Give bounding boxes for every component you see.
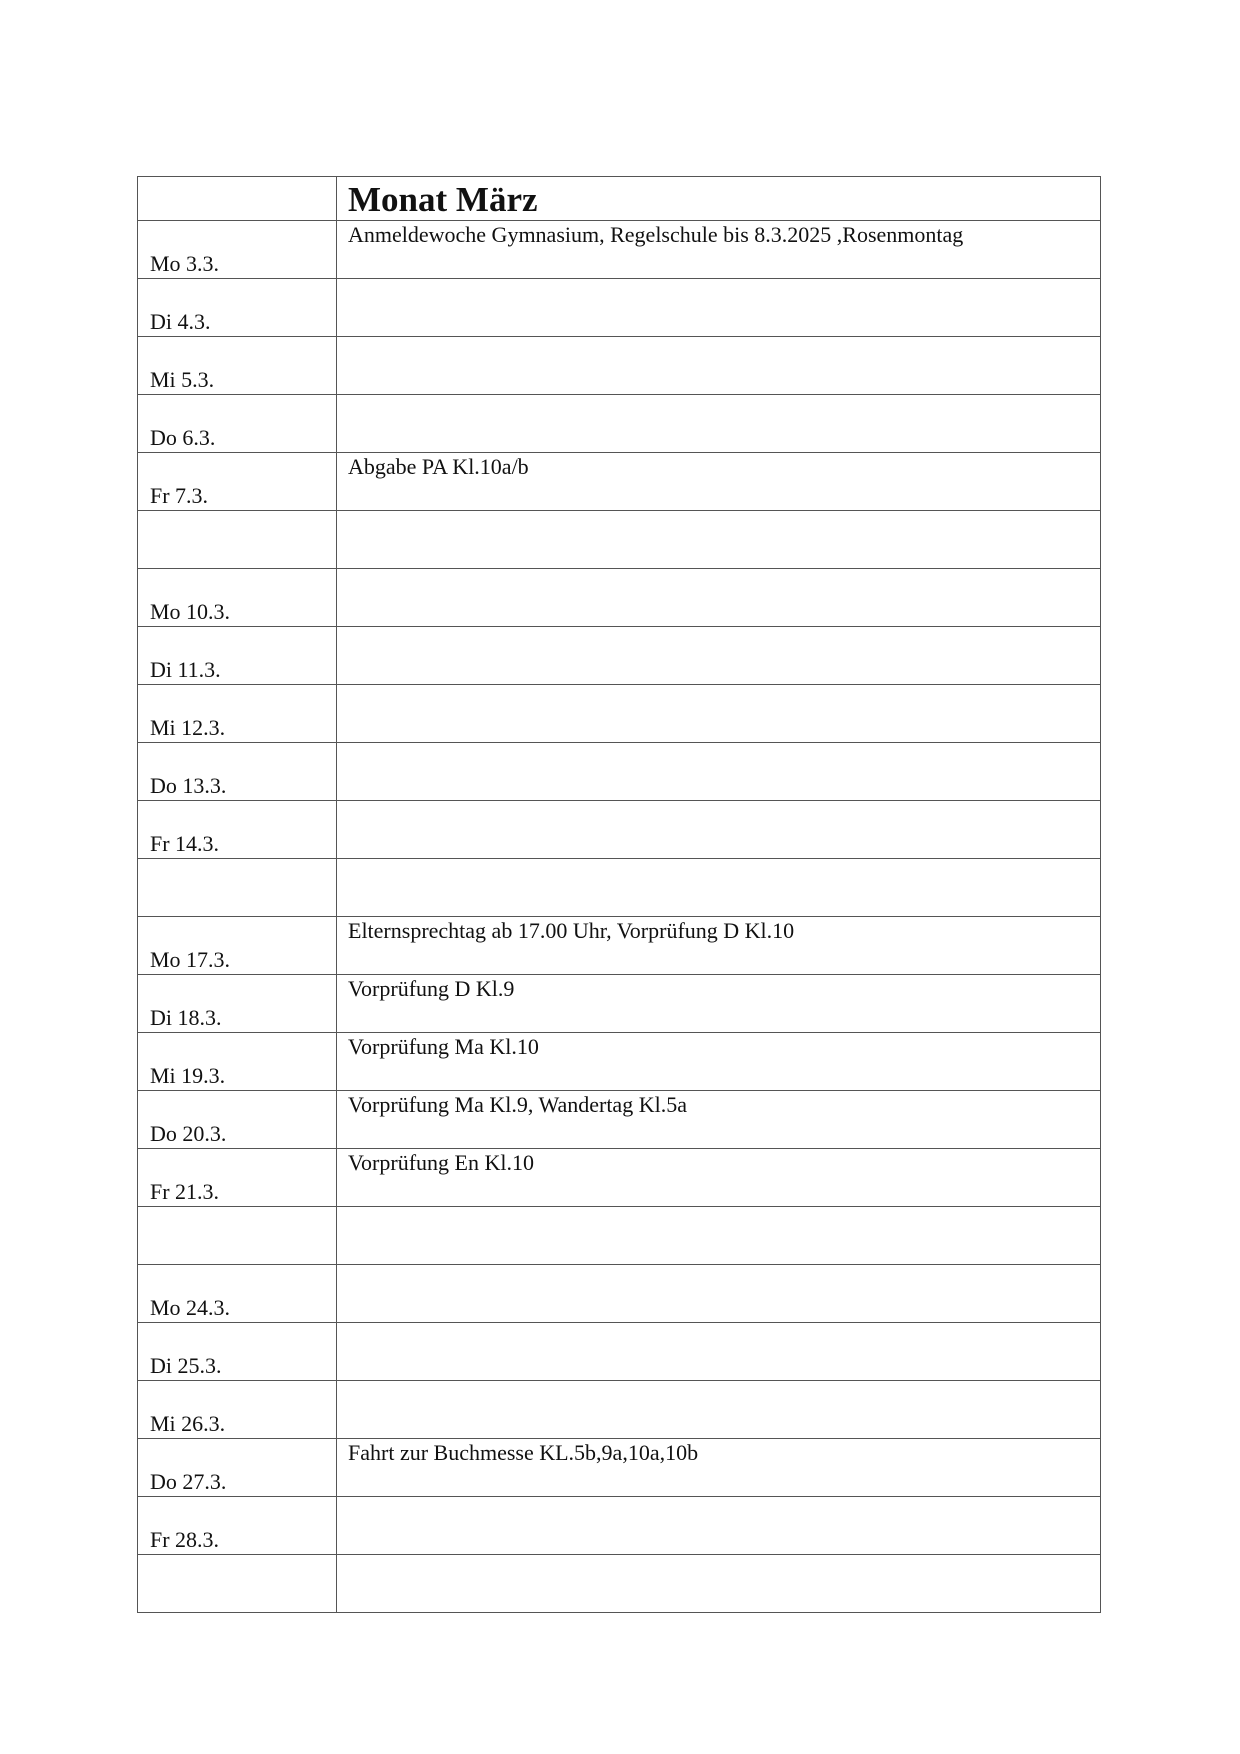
- date-label: Mo 17.3.: [150, 947, 231, 972]
- table-row: [138, 975, 1101, 1033]
- table-row: [138, 395, 1101, 453]
- date-cell: [138, 511, 337, 569]
- table-row: [138, 743, 1101, 801]
- table-row: [138, 221, 1101, 279]
- date-label: Do 27.3.: [150, 1469, 227, 1494]
- calendar-table: [137, 176, 1101, 1613]
- date-cell: [138, 1265, 337, 1323]
- date-cell: [138, 1497, 337, 1555]
- event-text: Anmeldewoche Gymnasium, Regelschule bis 8.3.2025 ,Rosenmontag: [348, 222, 964, 247]
- calendar-body: [138, 177, 1101, 1613]
- date-label: Do 6.3.: [150, 425, 216, 450]
- event-cell: [337, 395, 1101, 453]
- table-row: [138, 1265, 1101, 1323]
- table-row: [138, 859, 1101, 917]
- date-cell: [138, 279, 337, 337]
- date-label: Di 18.3.: [150, 1005, 222, 1030]
- date-cell: [138, 1555, 337, 1613]
- event-text: Vorprüfung Ma Kl.9, Wandertag Kl.5a: [348, 1092, 687, 1117]
- event-cell: [337, 917, 1101, 975]
- event-text: Fahrt zur Buchmesse KL.5b,9a,10a,10b: [348, 1440, 699, 1465]
- date-cell: [138, 1091, 337, 1149]
- event-text: Elternsprechtag ab 17.00 Uhr, Vorprüfung D Kl.10: [348, 918, 795, 943]
- date-label: Mi 12.3.: [150, 715, 226, 740]
- date-cell: [138, 395, 337, 453]
- event-cell: [337, 1149, 1101, 1207]
- table-row: [138, 511, 1101, 569]
- table-row: [138, 337, 1101, 395]
- event-cell: [337, 627, 1101, 685]
- event-text: Vorprüfung D Kl.9: [348, 976, 515, 1001]
- table-row: [138, 801, 1101, 859]
- date-cell: [138, 685, 337, 743]
- event-cell: [337, 221, 1101, 279]
- table-row: [138, 1207, 1101, 1265]
- event-cell: [337, 743, 1101, 801]
- date-cell: [138, 859, 337, 917]
- date-cell: [138, 1033, 337, 1091]
- date-label: Mo 3.3.: [150, 251, 220, 276]
- date-cell: [138, 1323, 337, 1381]
- event-cell: [337, 1555, 1101, 1613]
- event-cell: [337, 801, 1101, 859]
- date-cell: [138, 453, 337, 511]
- table-row: [138, 1497, 1101, 1555]
- date-cell: [138, 743, 337, 801]
- date-label: Fr 28.3.: [150, 1527, 220, 1552]
- date-label: Fr 21.3.: [150, 1179, 220, 1204]
- date-label: Mi 19.3.: [150, 1063, 226, 1088]
- date-label: Mo 10.3.: [150, 599, 231, 624]
- date-cell: [138, 1381, 337, 1439]
- event-cell: [337, 511, 1101, 569]
- event-cell: [337, 1497, 1101, 1555]
- table-row: [138, 917, 1101, 975]
- date-cell: [138, 801, 337, 859]
- header-date-cell: [138, 177, 337, 221]
- date-cell: [138, 221, 337, 279]
- date-label: Mi 5.3.: [150, 367, 215, 392]
- event-text: Vorprüfung Ma Kl.10: [348, 1034, 539, 1059]
- date-label: Fr 14.3.: [150, 831, 220, 856]
- table-row: [138, 627, 1101, 685]
- table-row: [138, 1439, 1101, 1497]
- event-text: Vorprüfung En Kl.10: [348, 1150, 534, 1175]
- event-cell: [337, 975, 1101, 1033]
- date-label: Di 11.3.: [150, 657, 221, 682]
- event-cell: [337, 685, 1101, 743]
- table-row: [138, 569, 1101, 627]
- date-label: Mi 26.3.: [150, 1411, 226, 1436]
- table-row: [138, 1381, 1101, 1439]
- date-cell: [138, 975, 337, 1033]
- table-row: [138, 1149, 1101, 1207]
- event-cell: [337, 1265, 1101, 1323]
- event-cell: [337, 279, 1101, 337]
- month-title: Monat März: [348, 180, 538, 219]
- date-cell: [138, 337, 337, 395]
- event-cell: [337, 859, 1101, 917]
- date-label: Di 4.3.: [150, 309, 211, 334]
- date-cell: [138, 627, 337, 685]
- table-row: [138, 1555, 1101, 1613]
- table-row: [138, 685, 1101, 743]
- date-cell: [138, 569, 337, 627]
- header-row: [138, 177, 1101, 221]
- date-cell: [138, 917, 337, 975]
- event-cell: [337, 569, 1101, 627]
- table-row: [138, 1091, 1101, 1149]
- date-label: Do 13.3.: [150, 773, 227, 798]
- date-cell: [138, 1207, 337, 1265]
- date-label: Fr 7.3.: [150, 483, 209, 508]
- event-text: Abgabe PA Kl.10a/b: [348, 454, 529, 479]
- event-cell: [337, 453, 1101, 511]
- event-cell: [337, 1381, 1101, 1439]
- date-cell: [138, 1439, 337, 1497]
- event-cell: [337, 337, 1101, 395]
- date-cell: [138, 1149, 337, 1207]
- date-label: Mo 24.3.: [150, 1295, 231, 1320]
- event-cell: [337, 1439, 1101, 1497]
- table-row: [138, 453, 1101, 511]
- event-cell: [337, 1207, 1101, 1265]
- table-row: [138, 1323, 1101, 1381]
- table-row: [138, 279, 1101, 337]
- date-label: Do 20.3.: [150, 1121, 227, 1146]
- date-label: Di 25.3.: [150, 1353, 222, 1378]
- event-cell: [337, 1033, 1101, 1091]
- header-title-cell: [337, 177, 1101, 221]
- event-cell: [337, 1323, 1101, 1381]
- table-row: [138, 1033, 1101, 1091]
- event-cell: [337, 1091, 1101, 1149]
